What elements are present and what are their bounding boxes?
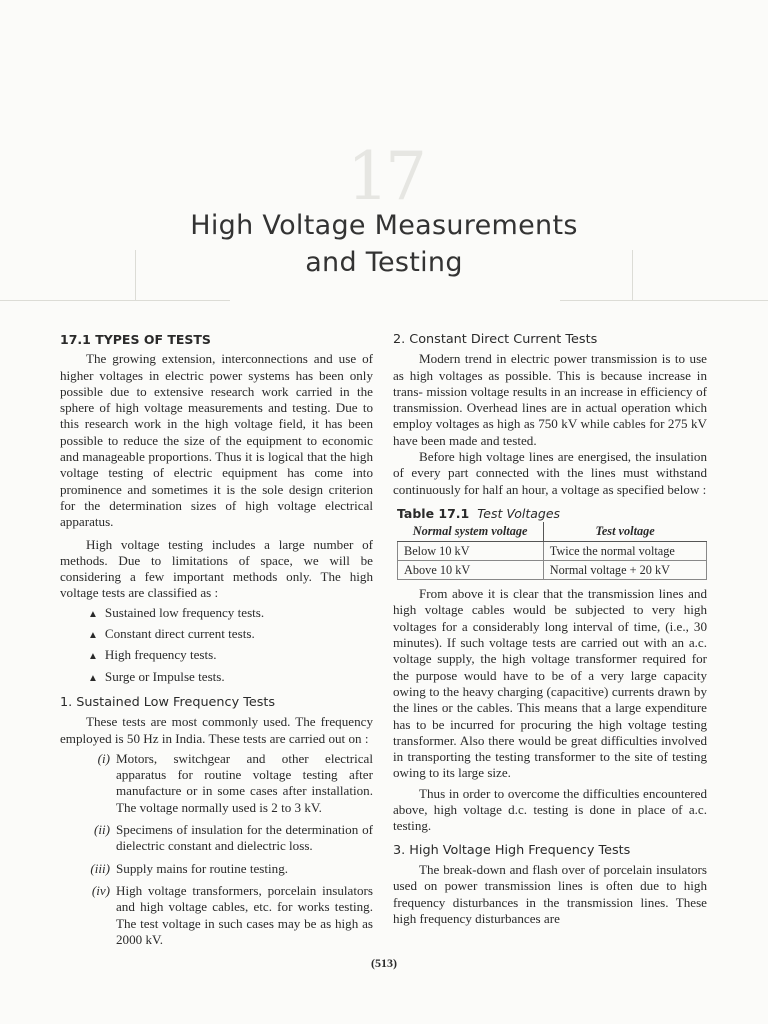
table-header: Normal system voltage: [398, 522, 544, 541]
right-decoration-rule: [560, 300, 768, 301]
chapter-title-line1: High Voltage Measurements: [190, 210, 578, 241]
left-decoration-rule: [0, 300, 230, 301]
list-item: ▲ Surge or Impulse tests.: [88, 668, 225, 684]
paragraph: These tests are most commonly used. The frequency employed is 50 Hz in India. These tests are carried out on :: [60, 714, 373, 746]
list-item: ▲ Constant direct current tests.: [88, 626, 255, 642]
left-column: [60, 332, 373, 954]
list-item: (ii) Specimens of insulation for the determination of dielectric constant and dielectric loss.: [94, 822, 373, 854]
page-number: (513): [371, 956, 397, 970]
paragraph: The break-down and flash over of porcelain insulators used on power transmission lines is often due to high frequency disturbances in the transmission lines. These high frequency disturbances are: [393, 861, 707, 926]
table-caption: Table 17.1 Test Voltages: [397, 505, 561, 521]
table-row: Above 10 kV Normal voltage + 20 kV: [398, 560, 707, 579]
paragraph: Thus in order to overcome the difficulties encountered above, high voltage d.c. testing is done in place of a.c. testing.: [393, 785, 707, 834]
subheading-high-frequency: 3. High Voltage High Frequency Tests: [393, 842, 631, 858]
test-voltage-table: [397, 522, 707, 580]
paragraph: From above it is clear that the transmission lines and high voltage cables would be subjected to very high voltages for a considerably long interval of time, (i.e., 30 minutes). If such voltage tests are carried out with an a.c. voltage supply, the high voltage transformer required for the purpose would have to be of a very large capacity owing to the heavy charging (capacitive) currents drawn by the lines or the cables. This means that a large expenditure has to be incurred for procuring the high voltage testing transformer. Also there would be great difficulties involved in transporting the testing transformer to the site of testing owing to its large size.: [393, 586, 707, 781]
list-item: ▲ Sustained low frequency tests.: [88, 604, 265, 620]
enumerated-list: [60, 751, 373, 948]
arrow-bullet-icon: ▲: [88, 630, 98, 642]
list-item: ▲ High frequency tests.: [88, 647, 217, 663]
arrow-bullet-icon: ▲: [88, 672, 98, 684]
chapter-title-line2: and Testing: [305, 247, 463, 278]
test-types-list: [60, 605, 373, 687]
chapter-number: 17: [347, 138, 423, 215]
subheading-sustained-low-frequency: 1. Sustained Low Frequency Tests: [60, 694, 276, 710]
subheading-constant-dc: 2. Constant Direct Current Tests: [393, 332, 598, 347]
table-row: Below 10 kV Twice the normal voltage: [398, 541, 707, 560]
table-header: Test voltage: [543, 522, 706, 541]
paragraph: Before high voltage lines are energised, the insulation of every part connected with the lines must withstand continuously for half an hour, a voltage as specified below :: [393, 449, 707, 497]
paragraph: High voltage testing includes a large number of methods. Due to limitations of space, we will be considering a few important methods only. The high voltage tests are classified as :: [60, 536, 373, 601]
arrow-bullet-icon: ▲: [88, 608, 98, 620]
list-item: (iv) High voltage transformers, porcelain insulators and high voltage cables, etc. for works testing. The test voltage in such cases may be as high as 2000 kV.: [91, 882, 373, 947]
right-column: [393, 332, 707, 927]
list-item: (iii) Supply mains for routine testing.: [90, 860, 289, 876]
paragraph: Modern trend in electric power transmission is to use as high voltages as possible. This is because increase in trans- mission voltage results in an increase in efficiency of transmission. Overhead lines are in actual operation which employ voltages as high as 750 kV while cables for 275 kV have been made and tested.: [393, 351, 707, 448]
list-item: (i) Motors, switchgear and other electrical apparatus for routine voltage testing after manufacture or in some cases after installation. The voltage normally used is 2 to 3 kV.: [97, 750, 373, 815]
arrow-bullet-icon: ▲: [88, 651, 98, 663]
paragraph: The growing extension, interconnections and use of higher voltages in electric power systems has been only possible due to extensive research work carried in the sphere of high voltage measurements and testing. Due to this research work in the high voltage field, it has been possible to reduce the size of the equipment to economic and manageable proportions. Thus it is logical that the high voltage testing of electric equipment has come into prominence and sometimes it is the sole design criterion for the determination sizes of high voltage electrical apparatus.: [60, 351, 373, 530]
section-heading-types-of-tests: 17.1 TYPES OF TESTS: [60, 332, 211, 347]
